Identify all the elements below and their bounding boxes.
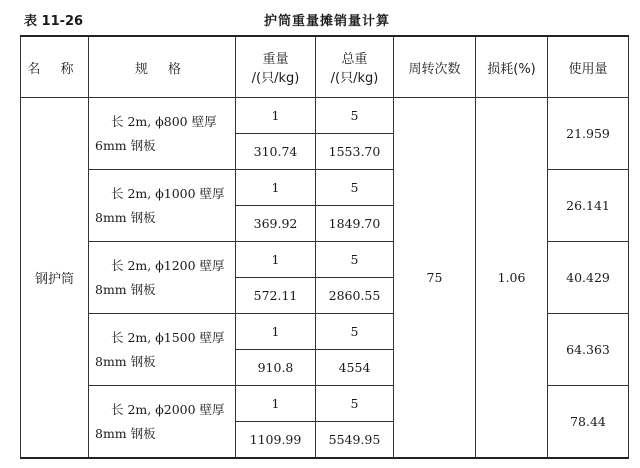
turnover-cell: 75 bbox=[394, 98, 476, 459]
qty-total-cell: 5 bbox=[316, 386, 394, 422]
spec-line1: 长 2m, ϕ2000 壁厚 bbox=[111, 401, 225, 417]
usage-cell: 21.959 bbox=[548, 98, 629, 170]
qty-total-cell: 5 bbox=[316, 314, 394, 350]
header-usage: 使用量 bbox=[548, 36, 629, 98]
header-unit-weight-line1: 重量 bbox=[262, 52, 289, 67]
header-total-weight-line1: 总重 bbox=[341, 52, 368, 67]
weight-cell: 369.92 bbox=[236, 206, 316, 242]
qty-total-cell: 5 bbox=[316, 98, 394, 134]
spec-line1: 长 2m, ϕ1000 壁厚 bbox=[111, 185, 225, 201]
usage-cell: 40.429 bbox=[548, 242, 629, 314]
weight-cell: 1109.99 bbox=[236, 422, 316, 459]
qty-cell: 1 bbox=[236, 98, 316, 134]
weight-total-cell: 1849.70 bbox=[316, 206, 394, 242]
header-unit-weight-line2: /(只/kg) bbox=[251, 71, 300, 86]
usage-cell: 26.141 bbox=[548, 170, 629, 242]
spec-cell bbox=[89, 98, 236, 170]
group-name-cell: 钢护筒 bbox=[21, 98, 89, 459]
qty-cell: 1 bbox=[236, 314, 316, 350]
table-caption bbox=[24, 10, 624, 30]
weight-cell: 310.74 bbox=[236, 134, 316, 170]
spec-cell bbox=[89, 314, 236, 386]
amortization-table bbox=[20, 35, 629, 459]
loss-cell: 1.06 bbox=[476, 98, 548, 459]
spec-line2: 6mm 钢板 bbox=[95, 137, 156, 153]
weight-total-cell: 2860.55 bbox=[316, 278, 394, 314]
header-loss: 损耗(%) bbox=[476, 36, 548, 98]
weight-cell: 910.8 bbox=[236, 350, 316, 386]
spec-line2: 8mm 钢板 bbox=[95, 425, 156, 441]
header-unit-weight bbox=[236, 36, 316, 98]
usage-cell: 64.363 bbox=[548, 314, 629, 386]
spec-line1: 长 2m, ϕ1200 壁厚 bbox=[111, 257, 225, 273]
header-total-weight bbox=[316, 36, 394, 98]
header-total-weight-line2: /(只/kg) bbox=[330, 71, 379, 86]
weight-total-cell: 1553.70 bbox=[316, 134, 394, 170]
weight-cell: 572.11 bbox=[236, 278, 316, 314]
table-title: 护筒重量摊销量计算 bbox=[264, 14, 391, 29]
header-row bbox=[21, 36, 629, 98]
qty-cell: 1 bbox=[236, 242, 316, 278]
spec-line2: 8mm 钢板 bbox=[95, 353, 156, 369]
header-name: 名 称 bbox=[21, 36, 89, 98]
weight-total-cell: 4554 bbox=[316, 350, 394, 386]
qty-cell: 1 bbox=[236, 386, 316, 422]
header-turnover: 周转次数 bbox=[394, 36, 476, 98]
spec-line2: 8mm 钢板 bbox=[95, 209, 156, 225]
table-row bbox=[21, 98, 629, 134]
spec-line1: 长 2m, ϕ800 壁厚 bbox=[111, 113, 217, 129]
qty-total-cell: 5 bbox=[316, 242, 394, 278]
usage-cell: 78.44 bbox=[548, 386, 629, 459]
spec-line1: 长 2m, ϕ1500 壁厚 bbox=[111, 329, 225, 345]
qty-total-cell: 5 bbox=[316, 170, 394, 206]
qty-cell: 1 bbox=[236, 170, 316, 206]
spec-cell bbox=[89, 242, 236, 314]
spec-cell bbox=[89, 386, 236, 459]
spec-cell bbox=[89, 170, 236, 242]
weight-total-cell: 5549.95 bbox=[316, 422, 394, 459]
header-spec: 规 格 bbox=[89, 36, 236, 98]
table-number: 表 11-26 bbox=[24, 14, 84, 29]
spec-line2: 8mm 钢板 bbox=[95, 281, 156, 297]
